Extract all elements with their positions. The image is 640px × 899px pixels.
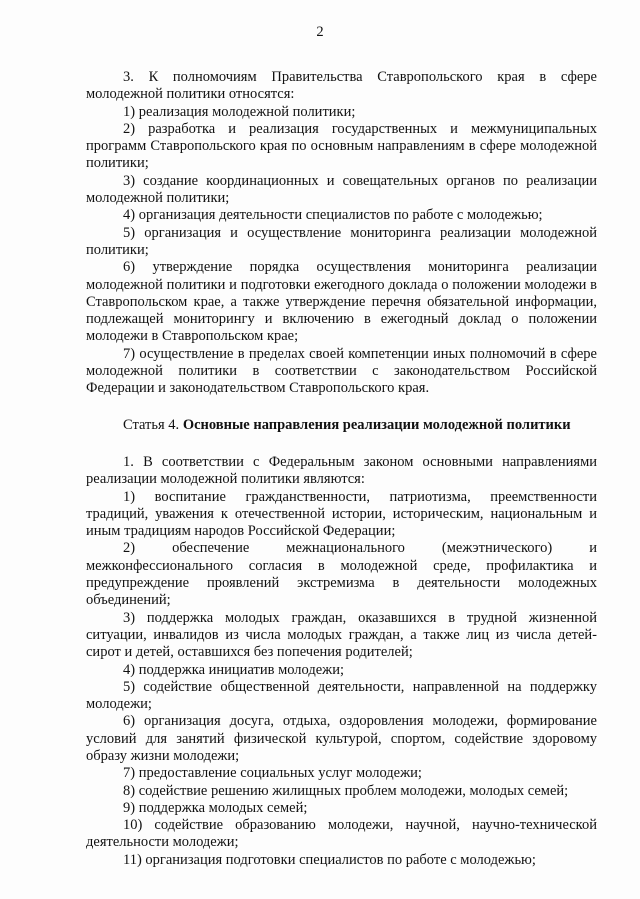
list-item: 11) организация подготовки специалистов по работе с молодежью;	[123, 851, 536, 868]
article-number: Статья 4.	[123, 416, 180, 433]
list-item: 1) реализация молодежной политики;	[123, 103, 356, 120]
article-title: Основные направления реализации молодежной политики	[182, 416, 571, 433]
list-item: 5) организация и осуществление мониторинга реализации молодежной политики;	[86, 224, 597, 258]
list-item: 6) утверждение порядка осуществления мониторинга реализации молодежной политики и подготовки ежегодного доклада о положении молодежи в Ставропольском крае, а также утверждение перечня обязательной информации, подлежащей мониторингу и включению в ежегодный доклад о положении молодежи в Ставропольском крае;	[86, 259, 597, 345]
list-item: 5) содействие общественной деятельности, направленной на поддержку молодежи;	[86, 678, 597, 713]
list-item: 3) поддержка молодых граждан, оказавшихся в трудной жизненной ситуации, инвалидов из числа молодых граждан, а также лиц из числа детей-сирот и детей, оставшихся без попечения родителей;	[86, 609, 597, 661]
list-item: 10) содействие образованию молодежи, научной, научно-технической деятельности молодежи;	[86, 817, 597, 851]
list-item: 4) поддержка инициатив молодежи;	[123, 661, 344, 678]
list-item: 3) создание координационных и совещательных органов по реализации молодежной политики;	[86, 172, 597, 207]
list-item: 6) организация досуга, отдыха, оздоровления молодежи, формирование условий для занятий физической культурой, спортом, содействие здоровому образу жизни молодежи;	[86, 713, 597, 764]
document-body	[86, 69, 597, 869]
page-number: 2	[316, 24, 324, 40]
list-item: 4) организация деятельности специалистов по работе с молодежью;	[123, 207, 543, 224]
paragraph: 1. В соответствии с Федеральным законом основными направлениями реализации молодежной политики являются:	[86, 453, 597, 488]
list-item: 9) поддержка молодых семей;	[123, 799, 308, 816]
list-item: 2) обеспечение межнационального (межэтнического) и межконфессионального согласия в молодежной среде, профилактика и предупреждение проявлений экстремизма в деятельности молодежных объединений;	[86, 540, 597, 609]
article-heading	[86, 417, 597, 434]
list-item: 1) воспитание гражданственности, патриотизма, преемственности традиций, уважения к отечественной истории, историческим, национальным и иным традициям народов Российской Федерации;	[86, 488, 597, 540]
list-item: 2) разработка и реализация государственных и межмуниципальных программ Ставропольского края по основным направлениям в сфере молодежной политики;	[86, 120, 597, 172]
list-item: 7) предоставление социальных услуг молодежи;	[123, 765, 422, 782]
list-item: 8) содействие решению жилищных проблем молодежи, молодых семей;	[123, 782, 569, 799]
list-item: 7) осуществление в пределах своей компетенции иных полномочий в сфере молодежной политики в соответствии с законодательством Российской Федерации и законодательством Ставропольского края.	[86, 345, 597, 397]
paragraph: 3. К полномочиям Правительства Ставропольского края в сфере молодежной политики относятся:	[86, 69, 597, 103]
